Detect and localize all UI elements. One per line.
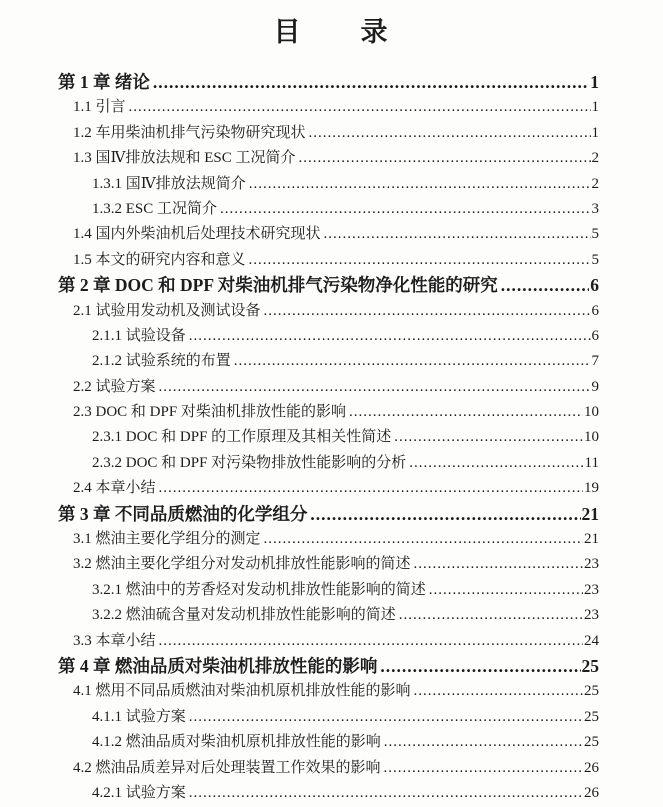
toc-page-number: 9 [591, 378, 599, 395]
toc-entry-label: 1.5 本文的研究内容和意义 [73, 251, 246, 268]
dot-leader [394, 425, 583, 450]
toc-entry [0, 70, 599, 95]
toc-entry [0, 629, 599, 654]
toc-entry [0, 349, 599, 374]
toc-entry [0, 654, 599, 679]
toc-page-number: 6 [591, 327, 599, 344]
toc-entry [0, 146, 599, 171]
toc-entry-label: 2.1.1 试验设备 [92, 327, 186, 344]
toc-entry [0, 679, 599, 704]
toc-page-number: 5 [591, 251, 599, 268]
toc-entry [0, 95, 599, 120]
toc-page-number: 6 [591, 302, 599, 319]
toc-page-number: 25 [584, 734, 599, 751]
toc-entry-label: 3.1 燃油主要化学组分的测定 [73, 531, 261, 548]
toc-page-number: 24 [584, 632, 599, 649]
toc-entry [0, 781, 599, 806]
dot-leader [501, 273, 589, 298]
dot-leader [189, 781, 583, 806]
dot-leader [324, 222, 591, 247]
toc-entry [0, 451, 599, 476]
toc-entry [0, 578, 599, 603]
toc-entry-label: 2.2 试验方案 [73, 378, 156, 395]
toc-page-number: 26 [584, 759, 599, 776]
toc-page-number: 7 [591, 353, 599, 370]
toc-page-number: 26 [584, 784, 599, 801]
toc-entry-label: 3.2.1 燃油中的芳香烃对发动机排放性能影响的简述 [92, 581, 426, 598]
dot-leader [234, 349, 591, 374]
dot-leader [249, 248, 591, 273]
dot-leader [189, 705, 583, 730]
dot-leader [309, 121, 591, 146]
dot-leader [220, 197, 590, 222]
toc-page-number: 5 [591, 226, 599, 243]
toc-entry [0, 324, 599, 349]
toc-entry [0, 705, 599, 730]
toc-entry [0, 425, 599, 450]
dot-leader [189, 324, 591, 349]
toc-entry-label: 1.3 国Ⅳ排放法规和 ESC 工况简介 [73, 150, 296, 167]
toc-entry [0, 222, 599, 247]
toc-entry-label: 3.3 本章小结 [73, 632, 156, 649]
toc-entry-label: 1.3.2 ESC 工况简介 [92, 200, 218, 217]
dot-leader [384, 756, 583, 781]
toc-entry [0, 527, 599, 552]
toc-entry-label: 2.4 本章小结 [73, 480, 156, 497]
toc-entry-label: 3.2 燃油主要化学组分对发动机排放性能影响的简述 [73, 556, 411, 573]
toc-page-number: 1 [591, 99, 599, 116]
toc-entry-label: 第 2 章 DOC 和 DPF 对柴油机排气污染物净化性能的研究 [58, 275, 498, 296]
toc-page-number: 10 [584, 429, 599, 446]
toc-entry-label: 1.3.1 国Ⅳ排放法规简介 [92, 175, 246, 192]
dot-leader [310, 502, 580, 527]
toc-entry-label: 4.2 燃油品质差异对后处理装置工作效果的影响 [73, 759, 381, 776]
page-title: 目 录 [273, 17, 390, 47]
toc-entry-label: 2.1.2 试验系统的布置 [92, 353, 231, 370]
toc-page-number: 11 [584, 454, 599, 471]
toc-page-number: 23 [584, 581, 599, 598]
dot-leader [159, 629, 583, 654]
toc-page-number: 1 [591, 124, 599, 141]
toc-entry-label: 3.2.2 燃油硫含量对发动机排放性能影响的简述 [92, 607, 396, 624]
toc-list [0, 70, 663, 806]
toc-entry [0, 552, 599, 577]
toc-page-number: 23 [584, 607, 599, 624]
toc-entry-label: 4.2.1 试验方案 [92, 784, 186, 801]
toc-page-number: 1 [590, 72, 599, 92]
toc-entry [0, 197, 599, 222]
dot-leader [414, 679, 583, 704]
toc-page-number: 21 [581, 503, 599, 524]
toc-entry-label: 2.3.1 DOC 和 DPF 的工作原理及其相关性简述 [92, 429, 392, 446]
toc-page-number: 2 [591, 150, 599, 167]
toc-entry [0, 121, 599, 146]
toc-entry [0, 502, 599, 527]
toc-entry [0, 273, 599, 298]
toc-entry [0, 756, 599, 781]
toc-entry [0, 603, 599, 628]
toc-entry-label: 2.3 DOC 和 DPF 对柴油机排放性能的影响 [73, 404, 346, 421]
toc-page-number: 25 [584, 683, 599, 700]
toc-page-number: 3 [591, 200, 599, 217]
dot-leader [249, 172, 591, 197]
dot-leader [159, 375, 591, 400]
dot-leader [409, 451, 583, 476]
toc-entry-label: 第 1 章 绪论 [58, 72, 150, 92]
dot-leader [159, 476, 583, 501]
toc-entry [0, 172, 599, 197]
toc-page-number: 21 [584, 531, 599, 548]
toc-entry-label: 2.1 试验用发动机及测试设备 [73, 302, 261, 319]
toc-entry [0, 400, 599, 425]
toc-page-number: 25 [584, 708, 599, 725]
toc-page-number: 25 [581, 655, 599, 676]
toc-page-number: 2 [591, 175, 599, 192]
toc-entry [0, 299, 599, 324]
toc-entry-label: 4.1.2 燃油品质对柴油机原机排放性能的影响 [92, 734, 381, 751]
toc-page-number: 19 [584, 480, 599, 497]
dot-leader [429, 578, 583, 603]
toc-page-number: 6 [590, 275, 599, 296]
dot-leader [299, 146, 591, 171]
toc-entry-label: 4.1.1 试验方案 [92, 708, 186, 725]
dot-leader [153, 70, 589, 95]
toc-entry-label: 第 4 章 燃油品质对柴油机排放性能的影响 [58, 655, 378, 676]
toc-entry-label: 4.1 燃用不同品质燃油对柴油机原机排放性能的影响 [73, 683, 411, 700]
dot-leader [264, 527, 583, 552]
toc-entry-label: 1.2 车用柴油机排气污染物研究现状 [73, 124, 306, 141]
dot-leader [129, 95, 591, 120]
dot-leader [384, 730, 583, 755]
toc-entry [0, 730, 599, 755]
dot-leader [349, 400, 583, 425]
toc-page-number: 23 [584, 556, 599, 573]
toc-entry-label: 第 3 章 不同品质燃油的化学组分 [58, 503, 308, 524]
toc-entry-label: 2.3.2 DOC 和 DPF 对污染物排放性能影响的分析 [92, 454, 407, 471]
dot-leader [380, 654, 580, 679]
dot-leader [414, 552, 583, 577]
toc-entry-label: 1.1 引言 [73, 99, 126, 116]
toc-entry [0, 476, 599, 501]
toc-page-number: 10 [584, 404, 599, 421]
toc-entry [0, 248, 599, 273]
toc-entry [0, 375, 599, 400]
dot-leader [399, 603, 583, 628]
dot-leader [264, 299, 591, 324]
toc-entry-label: 1.4 国内外柴油机后处理技术研究现状 [73, 226, 321, 243]
